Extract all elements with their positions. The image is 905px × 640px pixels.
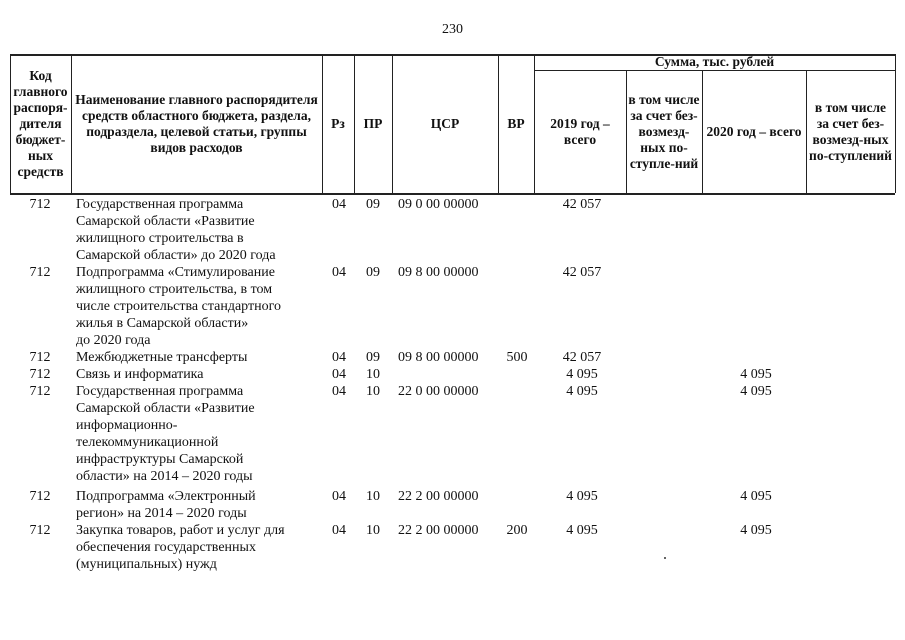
row-name-line: телекоммуникационной xyxy=(76,435,219,450)
table-rule xyxy=(498,54,499,193)
scan-speck xyxy=(664,557,666,559)
row-2019-total: 4 095 xyxy=(566,367,598,382)
row-name-line: Подпрограмма «Электронный xyxy=(76,489,256,504)
header-name: Наименование главного распорядителя средств областного бюджета, раздела, подраздела, целевой статьи, группы видов расходов xyxy=(75,91,318,155)
row-name-line: Самарской области «Развитие xyxy=(76,401,255,416)
row-code: 712 xyxy=(29,384,51,399)
row-csr: 09 8 00 00000 xyxy=(398,265,479,280)
row-name xyxy=(76,349,320,366)
page-number: 230 xyxy=(442,22,463,37)
row-name-line: информационно- xyxy=(76,418,178,433)
row-name-line: инфраструктуры Самарской xyxy=(76,452,244,467)
row-2019-total: 4 095 xyxy=(566,489,598,504)
row-2019-total: 42 057 xyxy=(562,265,602,280)
row-pr: 10 xyxy=(366,384,380,399)
table-rule xyxy=(392,54,393,193)
row-2019-total: 42 057 xyxy=(562,350,602,365)
row-name-line: Самарской области» до 2020 года xyxy=(76,248,276,263)
row-name-line: жилья в Самарской области» xyxy=(76,316,249,331)
header-2019-total: 2019 год – всего xyxy=(550,115,610,147)
header-rz: Рз xyxy=(331,115,345,131)
row-2019-total: 42 057 xyxy=(562,197,602,212)
row-rz: 04 xyxy=(332,197,346,212)
row-rz: 04 xyxy=(332,384,346,399)
table-rule xyxy=(895,54,896,193)
row-pr: 09 xyxy=(366,265,380,280)
row-name xyxy=(76,383,320,485)
row-csr: 09 8 00 00000 xyxy=(398,350,479,365)
row-name-line: Закупка товаров, работ и услуг для xyxy=(76,523,285,538)
row-name-line: жилищного строительства, в том xyxy=(76,282,273,297)
row-name-line: Межбюджетные трансферты xyxy=(76,350,248,365)
row-name-line: Подпрограмма «Стимулирование xyxy=(76,265,275,280)
table-rule xyxy=(702,70,703,193)
row-2020-total: 4 095 xyxy=(740,367,772,382)
row-2020-total: 4 095 xyxy=(740,489,772,504)
row-pr: 10 xyxy=(366,489,380,504)
row-name-line: обеспечения государственных xyxy=(76,540,256,555)
row-pr: 09 xyxy=(366,197,380,212)
row-code: 712 xyxy=(29,489,51,504)
table-rule xyxy=(10,54,11,193)
row-csr: 22 2 00 00000 xyxy=(398,523,479,538)
header-pr: ПР xyxy=(363,115,383,131)
row-csr: 09 0 00 00000 xyxy=(398,197,479,212)
table-rule xyxy=(806,70,807,193)
row-2019-total: 4 095 xyxy=(566,384,598,399)
row-code: 712 xyxy=(29,265,51,280)
row-rz: 04 xyxy=(332,350,346,365)
row-name-line: (муниципальных) нужд xyxy=(76,557,217,572)
header-sum: Сумма, тыс. рублей xyxy=(654,54,775,69)
row-name-line: Государственная программа xyxy=(76,384,244,399)
row-name xyxy=(76,488,320,522)
row-pr: 10 xyxy=(366,523,380,538)
row-2020-total: 4 095 xyxy=(740,523,772,538)
row-name xyxy=(76,366,320,383)
row-name xyxy=(76,264,320,349)
table-rule xyxy=(322,54,323,193)
row-pr: 09 xyxy=(366,350,380,365)
row-code: 712 xyxy=(29,523,51,538)
header-2019-free: в том числе за счет без-возмезд-ных по-ступле-ний xyxy=(628,91,700,171)
row-vr: 500 xyxy=(506,350,528,365)
header-2020-total: 2020 год – всего xyxy=(706,123,802,139)
row-code: 712 xyxy=(29,350,51,365)
row-rz: 04 xyxy=(332,265,346,280)
table-rule xyxy=(10,193,895,195)
row-name-line: Связь и информатика xyxy=(76,367,204,382)
row-name xyxy=(76,196,320,264)
row-name-line: регион» на 2014 – 2020 годы xyxy=(76,506,247,521)
row-name-line: жилищного строительства в xyxy=(76,231,244,246)
row-rz: 04 xyxy=(332,523,346,538)
row-code: 712 xyxy=(29,197,51,212)
table-rule xyxy=(354,54,355,193)
row-csr: 22 2 00 00000 xyxy=(398,489,479,504)
row-rz: 04 xyxy=(332,367,346,382)
row-name-line: Государственная программа xyxy=(76,197,244,212)
row-name-line: области» на 2014 – 2020 годы xyxy=(76,469,253,484)
header-vr: ВР xyxy=(507,115,525,131)
row-code: 712 xyxy=(29,367,51,382)
row-2020-total: 4 095 xyxy=(740,384,772,399)
row-pr: 10 xyxy=(366,367,380,382)
row-name xyxy=(76,522,320,573)
header-csr: ЦСР xyxy=(430,115,460,131)
row-name-line: числе строительства стандартного xyxy=(76,299,281,314)
row-2019-total: 4 095 xyxy=(566,523,598,538)
row-name-line: до 2020 года xyxy=(76,333,151,348)
row-name-line: Самарской области «Развитие xyxy=(76,214,255,229)
table-rule xyxy=(626,70,627,193)
row-rz: 04 xyxy=(332,489,346,504)
table-rule xyxy=(71,54,72,193)
header-code: Код главного распоря-дителя бюджет-ных средств xyxy=(13,67,68,179)
row-vr: 200 xyxy=(506,523,528,538)
row-csr: 22 0 00 00000 xyxy=(398,384,479,399)
table-rule xyxy=(534,54,535,193)
header-2020-free: в том числе за счет без-возмезд-ных по-ступлений xyxy=(809,99,892,163)
